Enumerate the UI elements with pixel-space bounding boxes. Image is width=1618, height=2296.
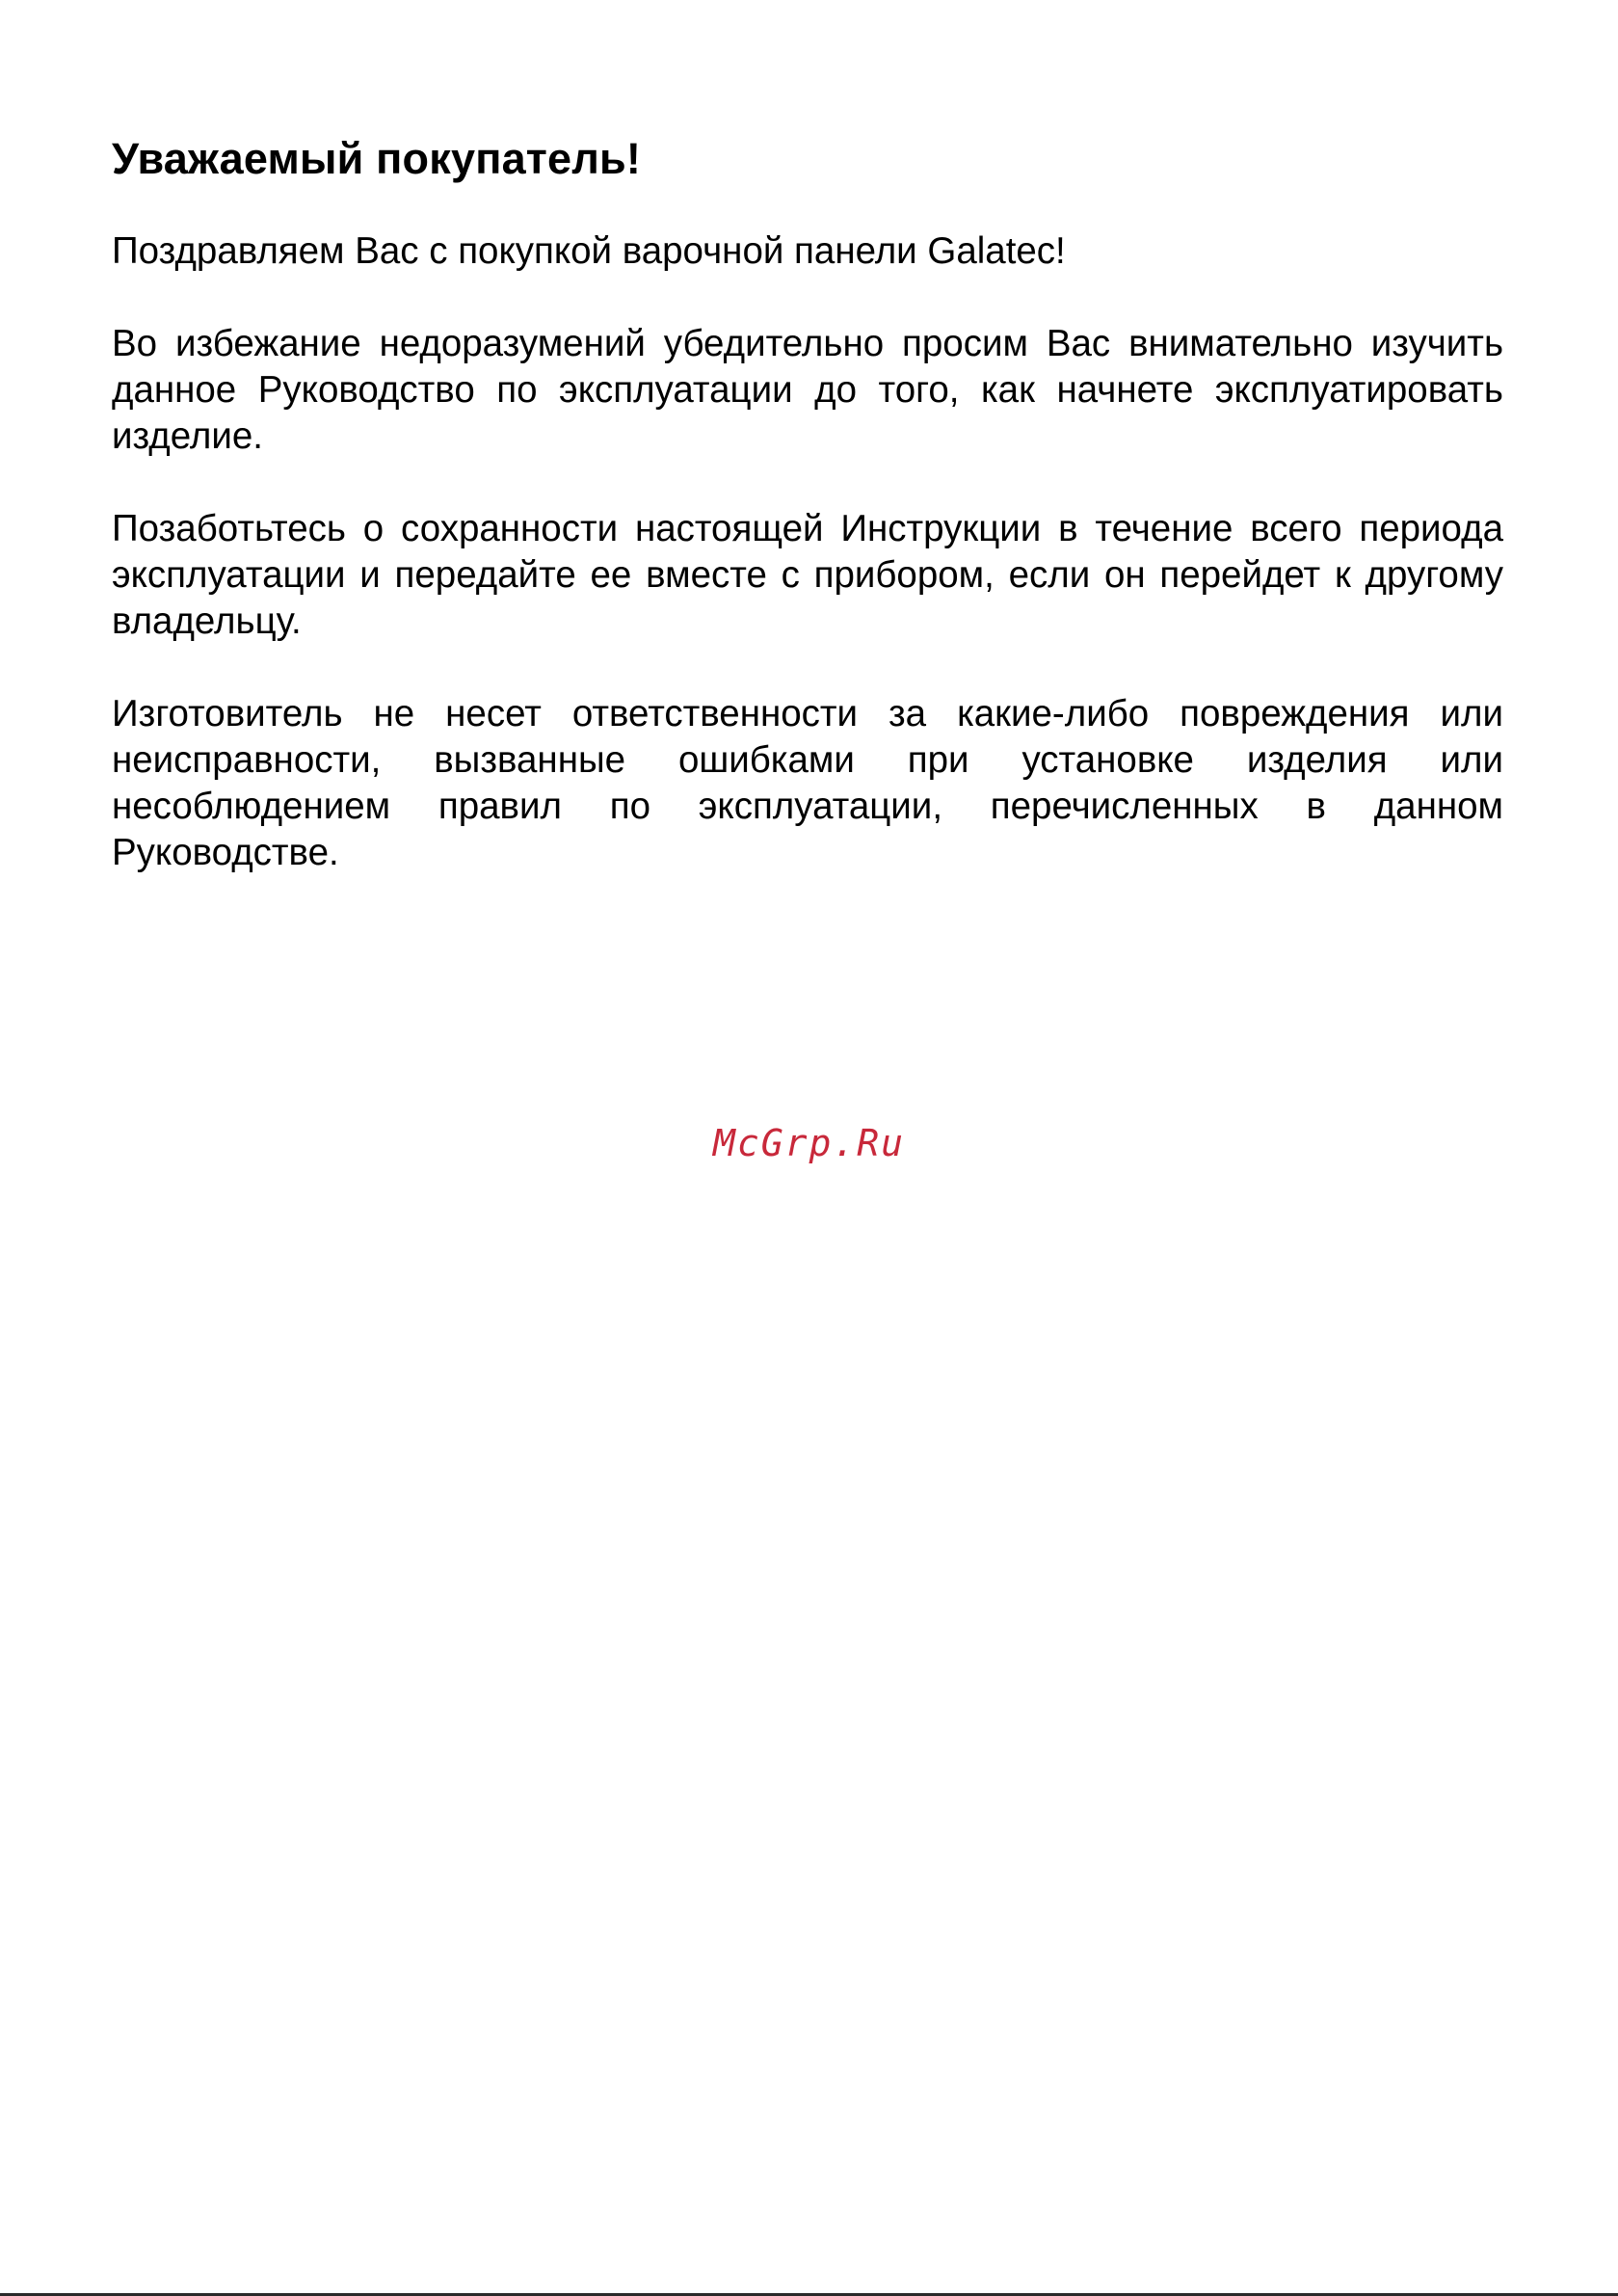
page-content [112,132,1503,922]
page-title: Уважаемый покупатель! [112,134,642,183]
greeting-paragraph: Поздравляем Вас с покупкой варочной панели Galatec! [112,230,1066,272]
care-paragraph: Позаботьтесь о сохранности настоящей Инструкции в течение всего периода эксплуатации и передайте ее вместе с прибором, если он перейдет к другому владельцу. [112,508,1503,642]
liability-paragraph: Изготовитель не несет ответственности за какие-либо повреждения или неисправности, вызванные ошибками при установке изделия или несоблюдением правил по эксплуатации, перечисленных в данном Руководстве. [112,693,1503,873]
instruction-paragraph: Во избежание недоразумений убедительно просим Вас внимательно изучить данное Руководство по эксплуатации до того, как начнете эксплуатировать изделие. [112,323,1503,457]
site-watermark: McGrp.Ru [712,1122,906,1164]
